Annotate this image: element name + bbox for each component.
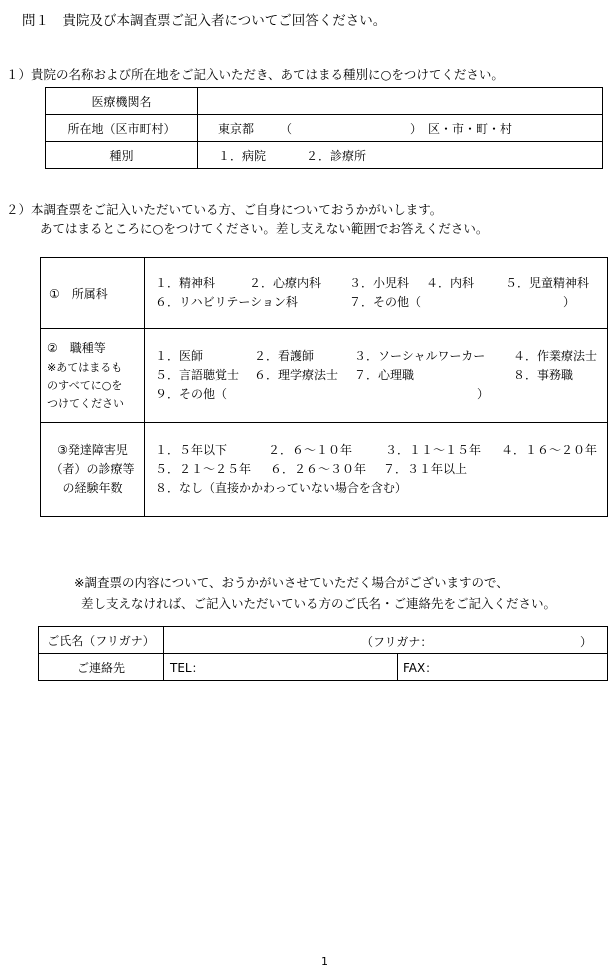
table-row <box>41 258 608 329</box>
section1-intro: １）貴院の名称および所在地をご記入いただき、あてはまる種別に○をつけてください。 <box>6 67 504 82</box>
prefecture-text: 東京都 <box>218 121 255 136</box>
type-option-hospital[interactable]: １．病院 <box>218 148 267 163</box>
facility-table <box>45 87 603 169</box>
job-option-6[interactable]: ６．理学療法士 <box>254 368 339 382</box>
years-label <box>41 423 145 517</box>
table-row <box>41 329 608 423</box>
options-line <box>155 460 607 479</box>
table-row <box>39 654 608 681</box>
dept-option-1[interactable]: １．精神科 <box>155 276 216 290</box>
job-option-5[interactable]: ５．言語聴覚士 <box>155 368 240 382</box>
section2-intro-1: ２）本調査票をご記入いただいている方、ご自身についておうかがいします。 <box>6 202 443 217</box>
dept-option-2[interactable]: ２．心療内科 <box>249 276 322 290</box>
municipality-type-options[interactable]: 区・市・町・村 <box>428 121 513 136</box>
years-option-8[interactable]: ８．なし（直接かかわっていない場合を含む） <box>155 481 407 495</box>
dept-option-7[interactable]: ７．その他（ <box>349 295 422 309</box>
address-open-paren: （ <box>280 121 293 136</box>
job-option-4[interactable]: ４．作業療法士 <box>513 349 598 363</box>
options-line <box>155 293 607 312</box>
job-label <box>41 329 145 423</box>
job-option-7[interactable]: ７．心理職 <box>354 368 415 382</box>
job-option-1[interactable]: １．医師 <box>155 349 204 363</box>
type-field <box>198 142 603 169</box>
address-label: 所在地（区市町村） <box>46 115 198 142</box>
furigana-close: ） <box>580 635 593 649</box>
contact-note-2: 差し支えなければ、ご記入いただいている方のご氏名・ご連絡先をご記入ください。 <box>81 596 557 611</box>
years-options <box>145 423 608 517</box>
options-line <box>155 274 607 293</box>
job-other-close-paren: ） <box>477 387 490 401</box>
options-line <box>155 441 607 460</box>
table-row <box>41 423 608 517</box>
job-option-2[interactable]: ２．看護師 <box>254 349 315 363</box>
options-line <box>155 347 607 366</box>
years-option-6[interactable]: ６．２６〜３０年 <box>270 462 367 476</box>
facility-name-field[interactable] <box>198 88 603 115</box>
job-label-title: ② 職種等 <box>47 340 106 355</box>
years-option-3[interactable]: ３．１１〜１５年 <box>385 443 482 457</box>
table-row <box>46 88 603 115</box>
furigana-open: （フリガナ： <box>361 635 433 649</box>
years-label-1: ③発達障害児 <box>57 443 128 457</box>
years-label-3: の経験年数 <box>62 481 123 495</box>
address-close-paren: ） <box>410 121 423 136</box>
contact-table <box>38 626 608 681</box>
job-option-9[interactable]: ９．その他（ <box>155 387 228 401</box>
job-option-8[interactable]: ８．事務職 <box>513 368 574 382</box>
table-row <box>39 627 608 654</box>
options-line <box>155 479 607 498</box>
years-option-1[interactable]: １．５年以下 <box>155 443 228 457</box>
department-label <box>41 258 145 329</box>
table-row <box>46 115 603 142</box>
dept-option-6[interactable]: ６．リハビリテーション科 <box>155 295 298 309</box>
job-label-note-3: つけてください <box>47 396 124 410</box>
options-line <box>155 366 607 385</box>
table-row <box>46 142 603 169</box>
name-field[interactable] <box>164 627 608 654</box>
dept-option-3[interactable]: ３．小児科 <box>349 276 410 290</box>
dept-option-5[interactable]: ５．児童精神科 <box>505 276 590 290</box>
department-label-text: ① 所属科 <box>49 286 108 301</box>
fax-label: FAX： <box>403 660 438 675</box>
years-label-2: （者）の診療等 <box>50 462 135 476</box>
years-option-5[interactable]: ５．２１〜２５年 <box>155 462 252 476</box>
years-option-4[interactable]: ４．１６〜２０年 <box>501 443 598 457</box>
type-label: 種別 <box>46 142 198 169</box>
options-line <box>155 385 607 404</box>
tel-label: TEL： <box>170 660 204 675</box>
fax-field[interactable] <box>398 654 608 681</box>
years-option-7[interactable]: ７．３１年以上 <box>383 462 468 476</box>
job-option-3[interactable]: ３．ソーシャルワーカー <box>354 349 486 363</box>
dept-option-4[interactable]: ４．内科 <box>426 276 475 290</box>
section2-intro-2: あてはまるところに○をつけてください。差し支えない範囲でお答えください。 <box>40 221 489 236</box>
years-option-2[interactable]: ２．６〜１０年 <box>268 443 353 457</box>
name-label: ご氏名（フリガナ） <box>39 627 164 654</box>
tel-field[interactable] <box>164 654 398 681</box>
job-label-note-2: のすべてに○を <box>47 378 123 392</box>
department-options <box>145 258 608 329</box>
respondent-table <box>40 257 608 517</box>
contact-note-1: ※調査票の内容について、おうかがいさせていただく場合がございますので、 <box>74 575 509 590</box>
page-number: 1 <box>321 955 328 968</box>
type-option-clinic[interactable]: ２．診療所 <box>306 148 367 163</box>
facility-name-label: 医療機関名 <box>46 88 198 115</box>
page-heading: 問１ 貴院及び本調査票ご記入者についてご回答ください。 <box>22 13 387 29</box>
address-field[interactable] <box>198 115 603 142</box>
dept-other-close-paren: ） <box>563 295 576 309</box>
job-options <box>145 329 608 423</box>
contact-label: ご連絡先 <box>39 654 164 681</box>
job-label-note-1: ※あてはまるも <box>47 360 123 374</box>
